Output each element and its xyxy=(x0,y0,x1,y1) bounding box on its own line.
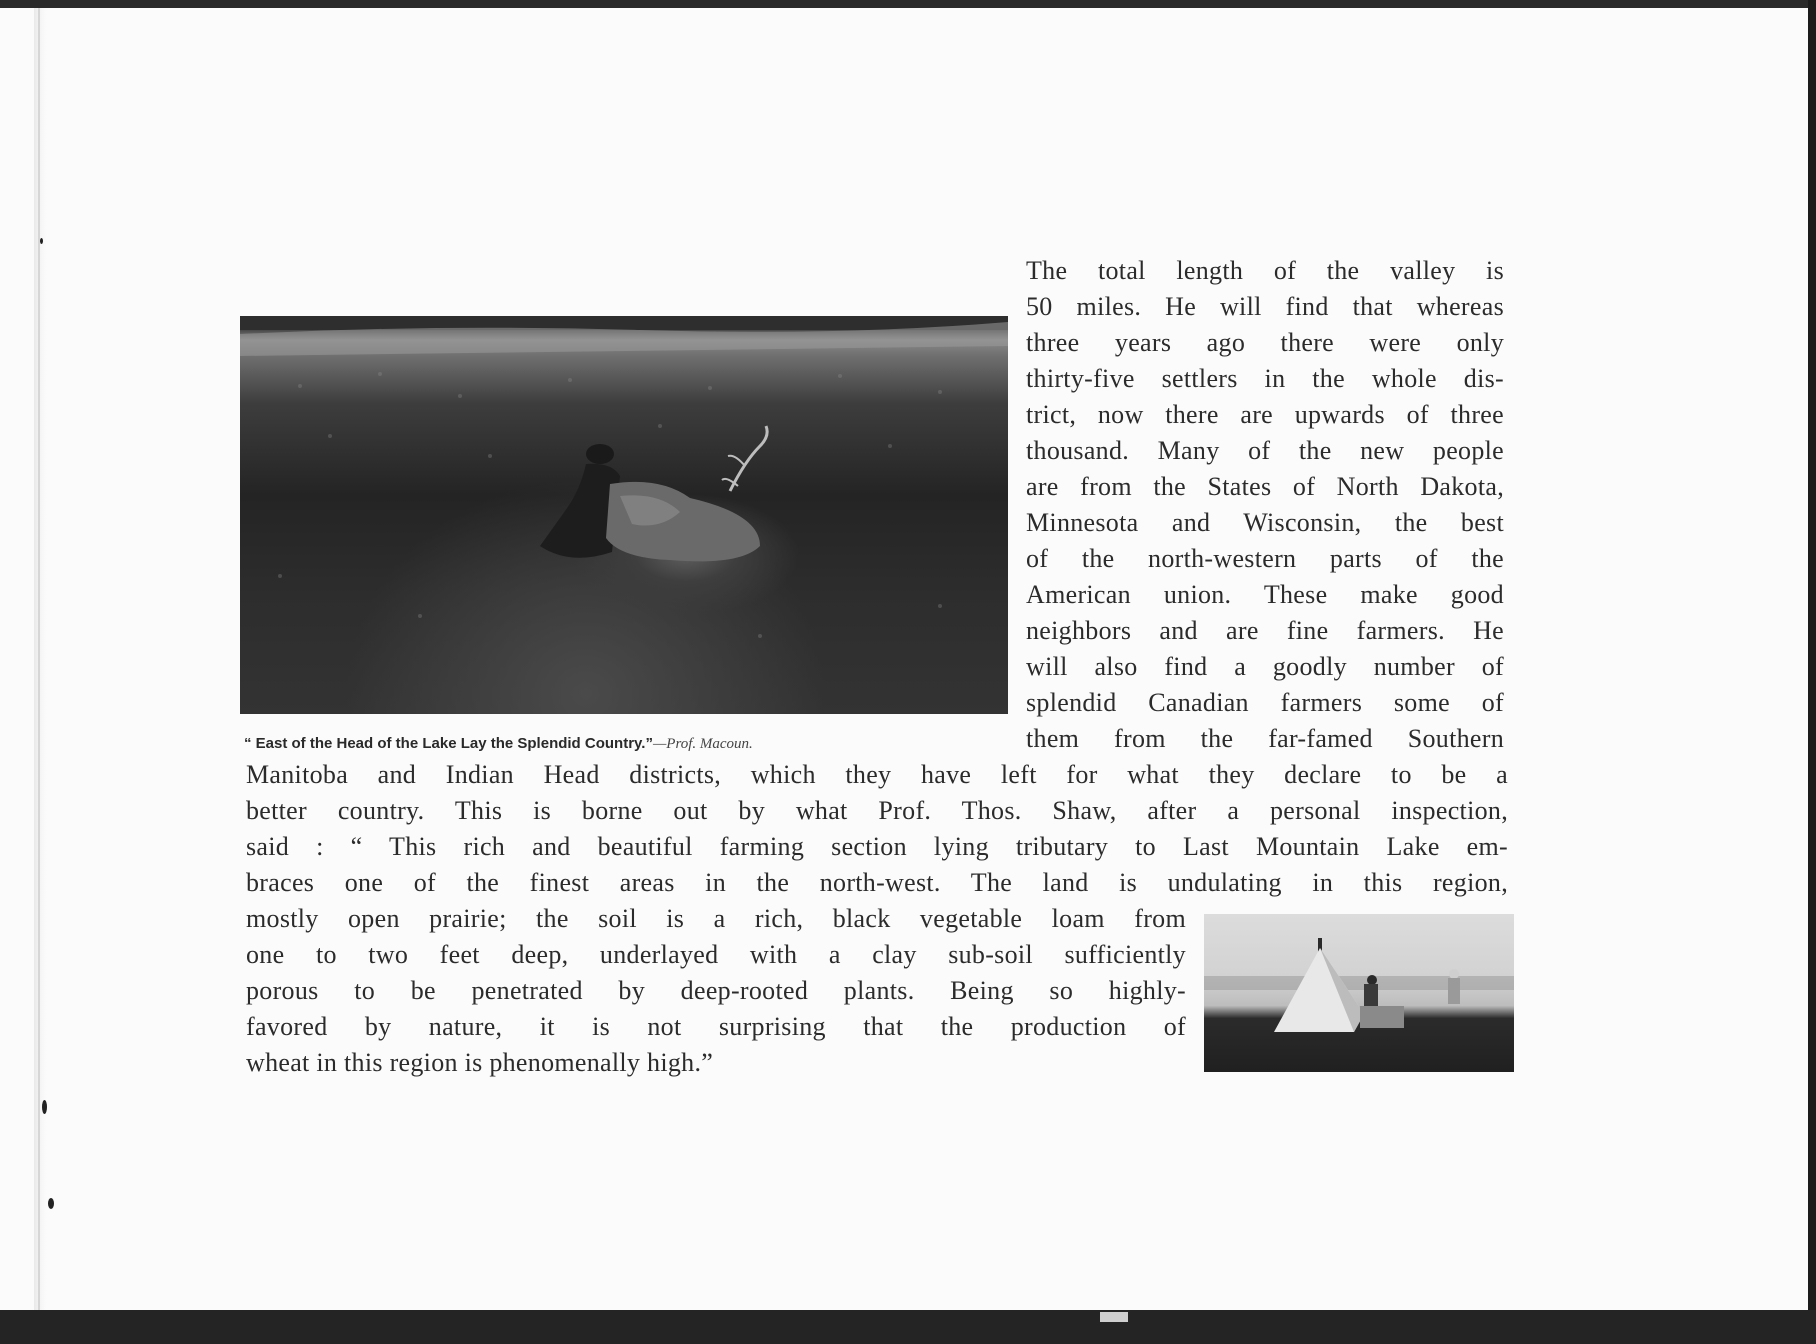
text-line: Minnesota and Wisconsin, the best xyxy=(1026,508,1504,537)
text-line: thirty-five settlers in the whole dis- xyxy=(1026,364,1504,393)
page-gutter xyxy=(34,8,46,1310)
text-line: The total length of the valley is xyxy=(1026,256,1504,285)
book-page xyxy=(0,8,1808,1310)
scan-bottom-edge xyxy=(0,1310,1816,1344)
tent-photograph xyxy=(1204,914,1514,1072)
text-line: better country. This is borne out by what Prof. Thos. Shaw, after a personal inspection, xyxy=(246,796,1508,825)
text-line: are from the States of North Dakota, xyxy=(1026,472,1504,501)
text-line: mostly open prairie; the soil is a rich, black vegetable loam from xyxy=(246,904,1186,933)
text-line: one to two feet deep, underlayed with a clay sub-soil sufficiently xyxy=(246,940,1186,969)
text-line: will also find a goodly number of xyxy=(1026,652,1504,681)
text-line: 50 miles. He will find that whereas xyxy=(1026,292,1504,321)
text-line: trict, now there are upwards of three xyxy=(1026,400,1504,429)
text-line: them from the far-famed Southern xyxy=(1026,724,1504,753)
prairie-photo-detail xyxy=(240,316,1008,714)
scan-edge xyxy=(1808,0,1816,1344)
text-line: thousand. Many of the new people xyxy=(1026,436,1504,465)
text-line: porous to be penetrated by deep-rooted plants. Being so highly- xyxy=(246,976,1186,1005)
tent-photo-detail xyxy=(1204,914,1514,1072)
caption-text: “ East of the Head of the Lake Lay the Splendid Country.” xyxy=(244,735,653,752)
text-line: splendid Canadian farmers some of xyxy=(1026,688,1504,717)
text-line: wheat in this region is phenomenally high.” xyxy=(246,1048,714,1077)
text-line: Manitoba and Indian Head districts, which they have left for what they declare to be a xyxy=(246,760,1508,789)
text-line: of the north-western parts of the xyxy=(1026,544,1504,573)
scan-tab xyxy=(1100,1312,1128,1322)
scan-speck xyxy=(48,1198,54,1209)
text-line: neighbors and are fine farmers. He xyxy=(1026,616,1504,645)
text-line: favored by nature, it is not surprising that the production of xyxy=(246,1012,1186,1041)
prairie-photograph xyxy=(240,316,1008,714)
scan-speck xyxy=(40,238,43,244)
gutter-line xyxy=(38,8,40,1310)
caption-credit: —Prof. Macoun. xyxy=(652,736,753,752)
text-line: three years ago there were only xyxy=(1026,328,1504,357)
text-line: braces one of the finest areas in the north-west. The land is undulating in this region, xyxy=(246,868,1508,897)
text-line: American union. These make good xyxy=(1026,580,1504,609)
scan-speck xyxy=(42,1100,47,1114)
text-line: said : “ This rich and beautiful farming section lying tributary to Last Mountain Lake em- xyxy=(246,832,1508,861)
photo-caption xyxy=(244,734,753,754)
